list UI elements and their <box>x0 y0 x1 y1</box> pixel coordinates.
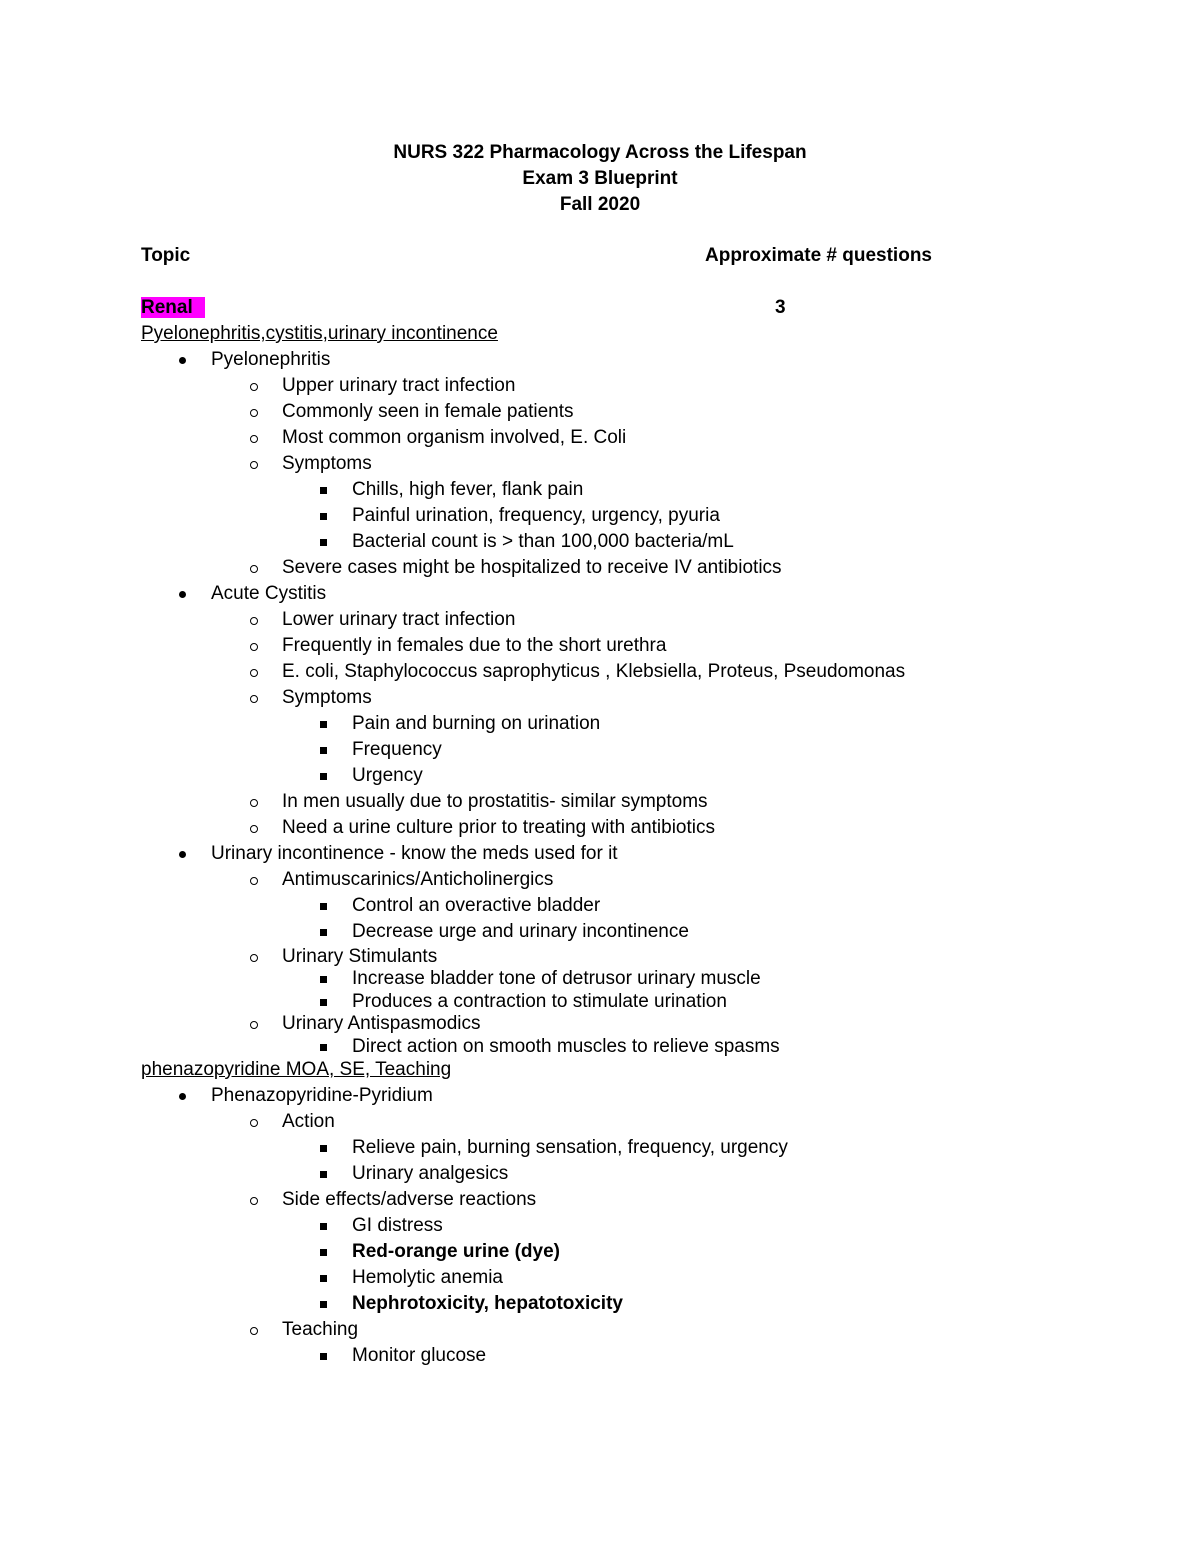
list-item-bold: Nephrotoxicity, hepatotoxicity <box>352 1293 623 1314</box>
list-item: Painful urination, frequency, urgency, pyuria <box>352 505 720 526</box>
bullet-circle <box>248 1319 262 1341</box>
list-item: Symptoms <box>282 687 372 708</box>
bullet-square <box>318 968 332 990</box>
bullet-square <box>318 895 332 917</box>
list-item: Urinary Antispasmodics <box>282 1013 481 1034</box>
bullet-circle <box>248 687 262 709</box>
document-subtitle: Exam 3 Blueprint <box>522 168 678 189</box>
document-term: Fall 2020 <box>559 194 641 215</box>
list-item: Frequency <box>352 739 442 760</box>
bullet-circle <box>248 817 262 839</box>
list-item: Urinary incontinence - know the meds used for it <box>211 843 618 864</box>
list-item: In men usually due to prostatitis- similar symptoms <box>282 791 708 812</box>
list-item: Commonly seen in female patients <box>282 401 574 422</box>
bullet-circle <box>248 557 262 579</box>
section-heading-phenazopyridine: phenazopyridine MOA, SE, Teaching <box>141 1059 452 1080</box>
list-item: Lower urinary tract infection <box>282 609 516 630</box>
list-item: Increase bladder tone of detrusor urinary muscle <box>352 968 761 989</box>
list-item: Antimuscarinics/Anticholinergics <box>282 869 554 890</box>
list-item: Symptoms <box>282 453 372 474</box>
bullet-circle <box>248 791 262 813</box>
topic-renal <box>141 297 205 319</box>
list-item: Action <box>282 1111 335 1132</box>
bullet-circle <box>248 427 262 449</box>
bullet-square <box>318 739 332 761</box>
list-item: Pyelonephritis <box>211 349 331 370</box>
list-item: Most common organism involved, E. Coli <box>282 427 627 448</box>
bullet-square <box>318 991 332 1013</box>
list-item: Control an overactive bladder <box>352 895 601 916</box>
bullet-square <box>318 531 332 553</box>
list-item: Frequently in females due to the short urethra <box>282 635 667 656</box>
list-item: Bacterial count is > than 100,000 bacteria/mL <box>352 531 734 552</box>
bullet-square <box>318 1137 332 1159</box>
bullet-square <box>318 1036 332 1058</box>
list-item: Urgency <box>352 765 423 786</box>
bullet-circle <box>248 375 262 397</box>
list-item: Produces a contraction to stimulate urination <box>352 991 727 1012</box>
bullet-square <box>318 1163 332 1185</box>
bullet-dot <box>176 843 190 865</box>
bullet-circle <box>248 946 262 968</box>
bullet-square <box>318 1293 332 1315</box>
topic-renal-count: 3 <box>775 297 786 318</box>
list-item: Decrease urge and urinary incontinence <box>352 921 689 942</box>
list-item: Direct action on smooth muscles to relieve spasms <box>352 1036 780 1057</box>
list-item: GI distress <box>352 1215 443 1236</box>
bullet-circle <box>248 869 262 891</box>
bullet-dot <box>176 583 190 605</box>
bullet-square <box>318 1267 332 1289</box>
bullet-circle <box>248 1189 262 1211</box>
list-item: Pain and burning on urination <box>352 713 601 734</box>
section-heading-pyelonephritis: Pyelonephritis,cystitis,urinary incontinence <box>141 323 498 344</box>
list-item: Side effects/adverse reactions <box>282 1189 537 1210</box>
list-item: Relieve pain, burning sensation, frequency, urgency <box>352 1137 788 1158</box>
bullet-circle <box>248 661 262 683</box>
bullet-dot <box>176 349 190 371</box>
bullet-circle <box>248 1111 262 1133</box>
list-item: Hemolytic anemia <box>352 1267 503 1288</box>
bullet-square <box>318 765 332 787</box>
bullet-square <box>318 1241 332 1263</box>
list-item: Acute Cystitis <box>211 583 327 604</box>
list-item-bold: Red-orange urine (dye) <box>352 1241 560 1262</box>
list-item: Phenazopyridine-Pyridium <box>211 1085 433 1106</box>
list-item: Urinary Stimulants <box>282 946 438 967</box>
bullet-square <box>318 479 332 501</box>
list-item: Urinary analgesics <box>352 1163 509 1184</box>
topic-renal-label: Renal <box>141 297 205 318</box>
bullet-circle <box>248 1013 262 1035</box>
list-item: Chills, high fever, flank pain <box>352 479 584 500</box>
bullet-square <box>318 505 332 527</box>
bullet-square <box>318 713 332 735</box>
bullet-square <box>318 1215 332 1237</box>
list-item: Need a urine culture prior to treating with antibiotics <box>282 817 716 838</box>
bullet-dot <box>176 1085 190 1107</box>
column-header-questions: Approximate # questions <box>705 245 932 266</box>
document-title: NURS 322 Pharmacology Across the Lifespan <box>393 142 807 163</box>
list-item: E. coli, Staphylococcus saprophyticus , Klebsiella, Proteus, Pseudomonas <box>282 661 906 682</box>
list-item: Upper urinary tract infection <box>282 375 516 396</box>
bullet-circle <box>248 453 262 475</box>
bullet-square <box>318 1345 332 1367</box>
bullet-square <box>318 921 332 943</box>
bullet-circle <box>248 609 262 631</box>
bullet-circle <box>248 635 262 657</box>
column-header-topic: Topic <box>141 245 191 266</box>
bullet-circle <box>248 401 262 423</box>
list-item: Severe cases might be hospitalized to receive IV antibiotics <box>282 557 782 578</box>
list-item: Teaching <box>282 1319 359 1340</box>
list-item: Monitor glucose <box>352 1345 487 1366</box>
